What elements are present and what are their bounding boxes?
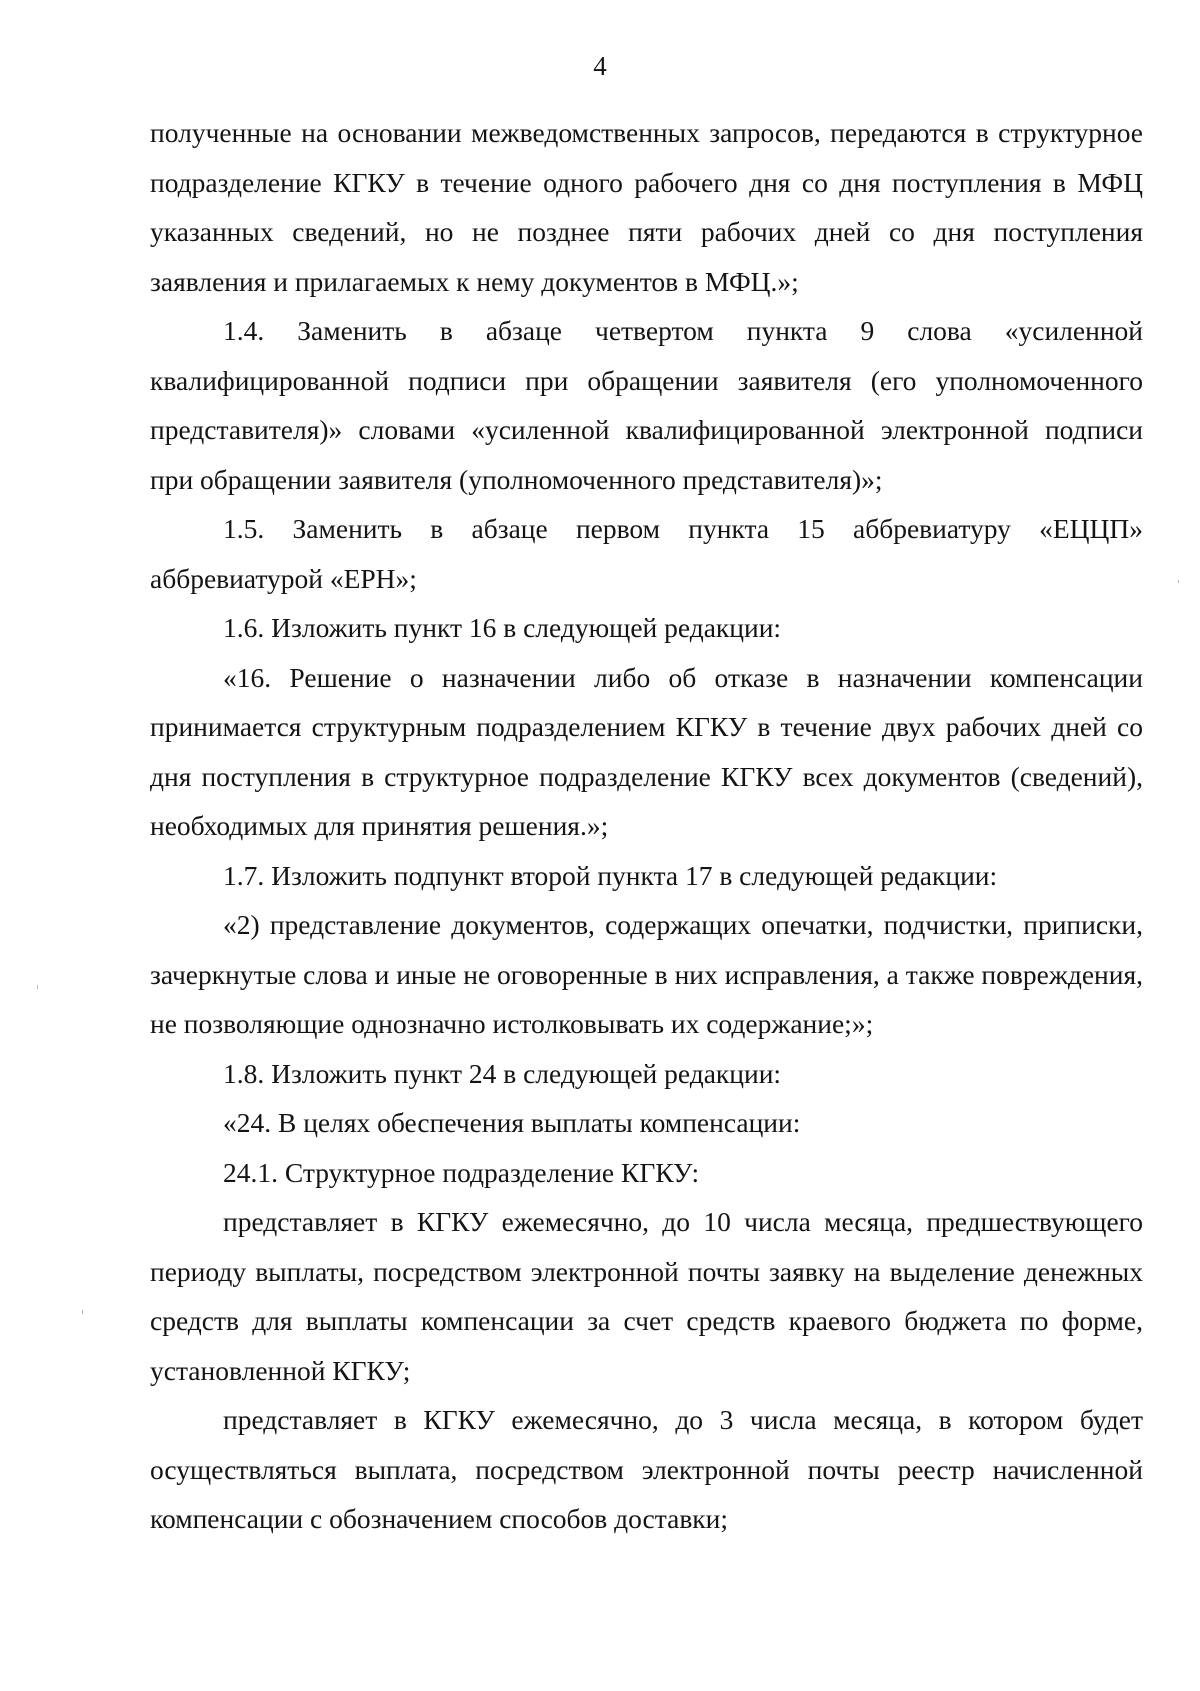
paragraph-1-6: 1.6. Изложить пункт 16 в следующей редакции:: [223, 612, 782, 643]
scan-speck-left-top: [37, 985, 38, 989]
paragraph-monthly-request: представляет в КГКУ ежемесячно, до 10 числа месяца, предшествующего периоду выплаты, посредством электронной почты заявку на выделение денежных средств для выплаты компенсации за счет средств краевого бюджета по форме, установленной КГКУ;: [150, 1206, 1143, 1386]
page-number: 4: [593, 51, 607, 81]
paragraph-1-8: 1.8. Изложить пункт 24 в следующей редакции:: [223, 1057, 782, 1089]
paragraph-continuation: полученные на основании межведомственных запросов, передаются в структурное подразделение КГКУ в течение одного рабочего дня со дня поступления в МФЦ указанных сведений, но не позднее пяти рабочих дней со дня поступления заявления и прилагаемых к нему документов в МФЦ.»;: [150, 117, 1143, 297]
paragraph-1-7: 1.7. Изложить подпункт второй пункта 17 в следующей редакции:: [223, 859, 998, 891]
document-body: [150, 108, 1143, 1544]
paragraph-monthly-register: представляет в КГКУ ежемесячно, до 3 числа месяца, в котором будет осуществляться выплата, посредством электронной почты реестр начисленной компенсации с обозначением способов доставки;: [150, 1404, 1143, 1534]
paragraph-item-24-1: 24.1. Структурное подразделение КГКУ:: [223, 1156, 700, 1188]
scan-speck-left-bottom: [82, 1310, 83, 1314]
scan-speck-right: [1178, 580, 1179, 583]
paragraph-item-24: «24. В целях обеспечения выплаты компенсации:: [223, 1107, 801, 1138]
paragraph-item-17-2: «2) представление документов, содержащих опечатки, подчистки, приписки, зачеркнутые слова и иные не оговоренные в них исправления, а также повреждения, не позволяющие однозначно истолковывать их содержание;»;: [150, 909, 1143, 1039]
paragraph-1-5: 1.5. Заменить в абзаце первом пункта 15 аббревиатуру «ЕЦЦП» аббревиатурой «ЕРН»;: [150, 513, 1143, 594]
paragraph-1-4: 1.4. Заменить в абзаце четвертом пункта 9 слова «усиленной квалифицированной подписи при обращении заявителя (его уполномоченного представителя)» словами «усиленной квалифицированной электронной подписи при обращении заявителя (уполномоченного представителя)»;: [150, 315, 1143, 495]
paragraph-item-16: «16. Решение о назначении либо об отказе в назначении компенсации принимается структурным подразделением КГКУ в течение двух рабочих дней со дня поступления в структурное подразделение КГКУ всех документов (сведений), необходимых для принятия решения.»;: [150, 661, 1143, 841]
